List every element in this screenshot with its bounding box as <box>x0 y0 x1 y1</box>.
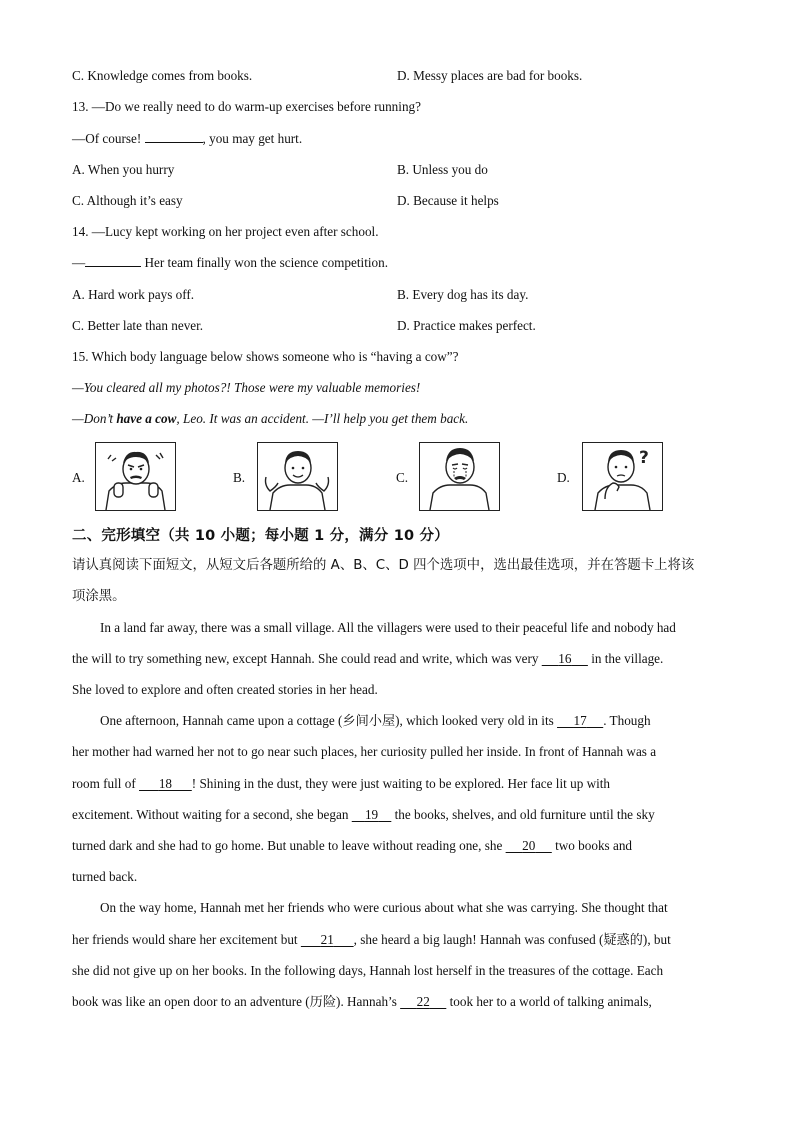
passage-p2-line-3-text: room full of <box>72 776 140 791</box>
q13-stem: 13. —Do we really need to do warm-up exercises before running? <box>72 99 421 114</box>
q15-dialogue-line-1: —You cleared all my photos?! Those were my valuable memories! <box>72 380 421 395</box>
q15-line2-suffix: , Leo. It was an accident. —I’ll help you get them back. <box>176 411 469 426</box>
q14-stem: 14. —Lucy kept working on her project even after school. <box>72 224 379 239</box>
section-2-instruction-line-1: 请认真阅读下面短文，从短文后各题所给的 A、B、C、D 四个选项中，选出最佳选项，并在答题卡上将该 <box>72 558 695 573</box>
q13-option-d: D. Because it helps <box>397 193 499 208</box>
q15-label-a: A. <box>72 470 85 485</box>
calm-face-icon <box>258 443 337 510</box>
passage-p2-line-6: turned back. <box>72 869 138 884</box>
q12-option-d: D. Messy places are bad for books. <box>397 68 583 83</box>
blank-18-number: 18 <box>158 776 172 791</box>
svg-text:?: ? <box>639 448 649 468</box>
q14-reply-suffix: Her team finally won the science competition. <box>141 255 389 270</box>
section-2-heading: 二、完形填空（共 10 小题；每小题 1 分，满分 10 分） <box>72 528 449 544</box>
passage-p2-line-1 <box>100 712 750 730</box>
q14-option-c: C. Better late than never. <box>72 318 204 333</box>
q13-answer-blank[interactable] <box>145 130 203 143</box>
option-d-confused-man-illustration[interactable] <box>582 442 663 511</box>
q14-answer-blank[interactable] <box>85 254 141 267</box>
blank-21-number: 21 <box>320 932 334 947</box>
passage-p2-line-1-end: . Though <box>603 713 651 728</box>
option-a-angry-man-illustration[interactable] <box>95 442 176 511</box>
q14-reply <box>72 254 388 272</box>
q15-label-b: B. <box>233 470 246 485</box>
passage-p1-line-3: She loved to explore and often created stories in her head. <box>72 682 378 697</box>
passage-p3-line-4-text: book was like an open door to an adventure (历险). Hannah’s <box>72 994 401 1009</box>
passage-p1-line-2-end: in the village. <box>587 651 664 666</box>
angry-face-icon <box>96 443 175 510</box>
q15-dialogue-line-2 <box>72 410 468 428</box>
option-b-calm-man-illustration[interactable] <box>257 442 338 511</box>
passage-p2-line-4-text: excitement. Without waiting for a second, she began <box>72 807 352 822</box>
q13-reply <box>72 130 302 148</box>
blank-20[interactable] <box>506 837 552 855</box>
blank-19-number: 19 <box>364 807 379 822</box>
q15-label-c: C. <box>396 470 409 485</box>
q14-option-b: B. Every dog has its day. <box>397 287 529 302</box>
q15-idiom: have a cow <box>116 411 177 426</box>
blank-18[interactable] <box>139 775 192 793</box>
passage-p2-line-4-end: the books, shelves, and old furniture until the sky <box>391 807 655 822</box>
passage-p3-line-2 <box>72 931 722 949</box>
blank-16[interactable] <box>542 650 588 668</box>
blank-22[interactable] <box>400 993 446 1011</box>
passage-p3-line-1: On the way home, Hannah met her friends who were curious about what she was carrying. She thought that <box>100 900 668 915</box>
q14-option-a: A. Hard work pays off. <box>72 287 195 302</box>
blank-21[interactable] <box>301 931 354 949</box>
q14-reply-prefix: — <box>72 255 86 270</box>
passage-p2-line-5-text: turned dark and she had to go home. But unable to leave without reading one, she <box>72 838 506 853</box>
blank-17[interactable] <box>557 712 603 730</box>
blank-20-number: 20 <box>522 838 536 853</box>
q13-option-a: A. When you hurry <box>72 162 175 177</box>
passage-p2-line-5 <box>72 837 722 855</box>
passage-p2-line-3 <box>72 775 722 793</box>
blank-17-number: 17 <box>573 713 587 728</box>
passage-p1-line-1: In a land far away, there was a small village. All the villagers were used to their peaceful life and nobody had <box>100 620 676 635</box>
q15-line2-prefix: —Don’t <box>72 411 117 426</box>
q13-reply-prefix: —Of course! <box>72 131 145 146</box>
option-c-crying-man-illustration[interactable] <box>419 442 500 511</box>
q13-option-c: C. Although it’s easy <box>72 193 183 208</box>
passage-p3-line-2-end: , she heard a big laugh! Hannah was confused (疑惑的), but <box>353 932 671 947</box>
section-2-instruction-line-2: 项涂黑。 <box>72 589 126 604</box>
passage-p3-line-2-text: her friends would share her excitement but <box>72 932 301 947</box>
blank-19[interactable] <box>352 806 392 824</box>
passage-p3-line-3: she did not give up on her books. In the following days, Hannah lost herself in the treasures of the cottage. Each <box>72 963 664 978</box>
passage-p2-line-5-end: two books and <box>551 838 633 853</box>
passage-p2-line-1-text: One afternoon, Hannah came upon a cottage (乡间小屋), which looked very old in its <box>100 713 558 728</box>
q13-option-b: B. Unless you do <box>397 162 488 177</box>
crying-face-icon <box>420 443 499 510</box>
q15-stem: 15. Which body language below shows someone who is “having a cow”? <box>72 349 459 364</box>
q15-label-d: D. <box>557 470 570 485</box>
passage-p3-line-4 <box>72 993 722 1011</box>
q14-option-d: D. Practice makes perfect. <box>397 318 536 333</box>
q13-reply-suffix: , you may get hurt. <box>202 131 303 146</box>
passage-p1-line-2 <box>72 650 722 668</box>
q12-option-c: C. Knowledge comes from books. <box>72 68 253 83</box>
blank-22-number: 22 <box>416 994 430 1009</box>
passage-p2-line-4 <box>72 806 722 824</box>
passage-p1-line-2-text: the will to try something new, except Hannah. She could read and write, which was very <box>72 651 542 666</box>
passage-p3-line-4-end: took her to a world of talking animals, <box>446 994 652 1009</box>
blank-16-number: 16 <box>558 651 572 666</box>
passage-p2-line-2: her mother had warned her not to go near such places, her curiosity pulled her inside. In front of Hannah was a <box>72 744 657 759</box>
question-mark-icon <box>583 443 662 510</box>
passage-p2-line-3-end: ! Shining in the dust, they were just waiting to be explored. Her face lit up with <box>191 776 611 791</box>
